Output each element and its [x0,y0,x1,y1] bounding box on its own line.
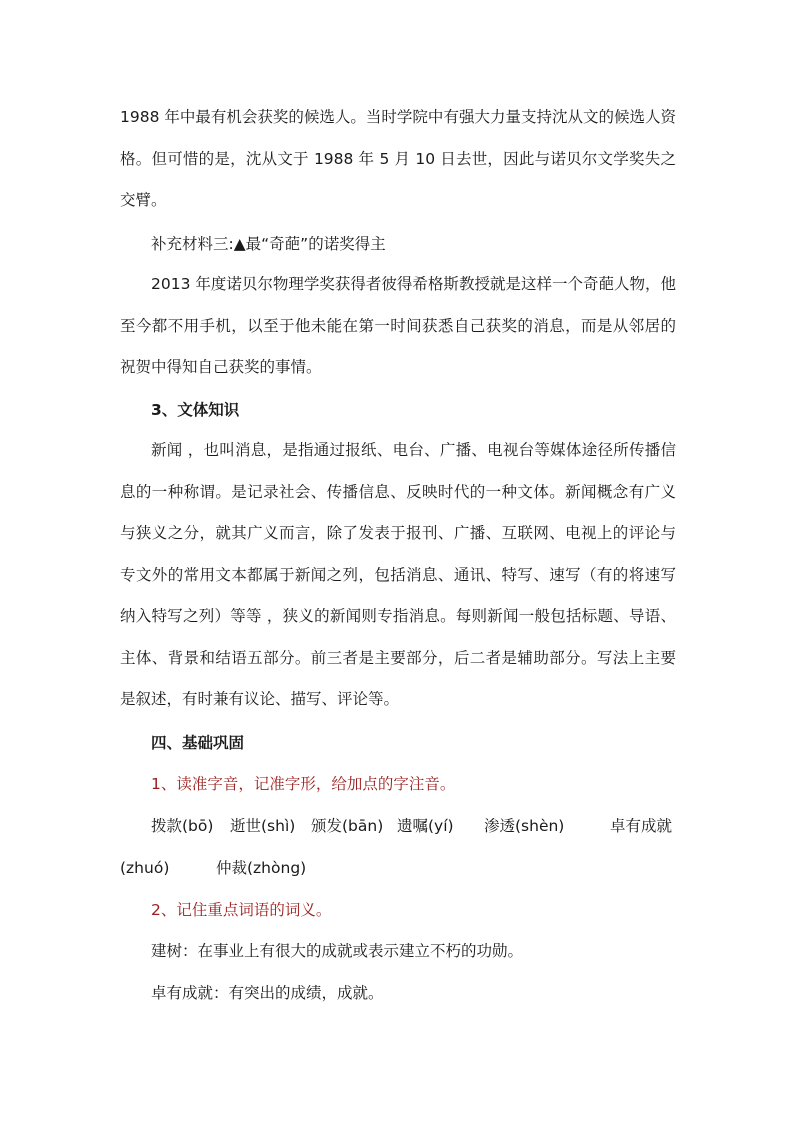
pinyin-row-2 [120,857,676,879]
section-heading-basic-consolidation: 四、基础巩固 [151,734,245,752]
paragraph-higgs: 2013 年度诺贝尔物理学奖获得者彼得希格斯教授就是这样一个奇葩人物，他至今都不用手机，以至于他未能在第一时间获悉自己获奖的消息，而是从邻居的祝贺中得知自己获奖的事情。 [120,275,676,376]
question-2-word-meaning: 2、记住重点词语的词义。 [151,901,332,919]
pinyin-item: 渗透(shèn) [484,817,565,835]
pinyin-item: 遗嘱(yí) [397,817,454,835]
section-heading-genre-knowledge: 3、文体知识 [151,401,240,419]
paragraph-news-definition: 新闻 ，也叫消息，是指通过报纸、电台、广播、电视台等媒体途径所传播信息的一种称谓。是记录社会、传播信息、反映时代的一种文体。新闻概念有广义与狭义之分，就其广义而言，除了发表于报刊、广播、互联网、电视上的评论与专文外的常用文本都属于新闻之列，包括消息、通讯、特写、速写（有的将速写纳入特写之列）等等 ，狭义的新闻则专指消息。每则新闻一般包括标题、导语、主体、背景和结语五部分。前三者是主要部分，后二者是辅助部分。写法上主要是叙述，有时兼有议论、描写、评论等。 [120,441,676,708]
definition-jianshu: 建树：在事业上有很大的成就或表示建立不朽的功勋。 [151,942,524,960]
pinyin-row-1 [120,815,676,837]
pinyin-item: 逝世(shì) [230,817,296,835]
paragraph-nobel-candidate: 1988 年中最有机会获奖的候选人。当时学院中有强大力量支持沈从文的候选人资格。但可惜的是，沈从文于 1988 年 5 月 10 日去世，因此与诺贝尔文学奖失之交臂。 [120,108,676,209]
pinyin-item: 仲裁(zhòng) [216,859,307,877]
supplement-material-title: 补充材料三:▲最“奇葩”的诺奖得主 [151,235,386,253]
definition-zhuoyouchengjiu: 卓有成就：有突出的成绩，成就。 [151,984,384,1002]
question-1-pronunciation: 1、读准字音，记准字形，给加点的字注音。 [151,775,456,793]
pinyin-item: 卓有成就 [610,817,673,835]
pinyin-item: (zhuó) [120,859,170,877]
pinyin-item: 拨款(bō) [151,817,214,835]
pinyin-item: 颁发(bān) [311,817,384,835]
